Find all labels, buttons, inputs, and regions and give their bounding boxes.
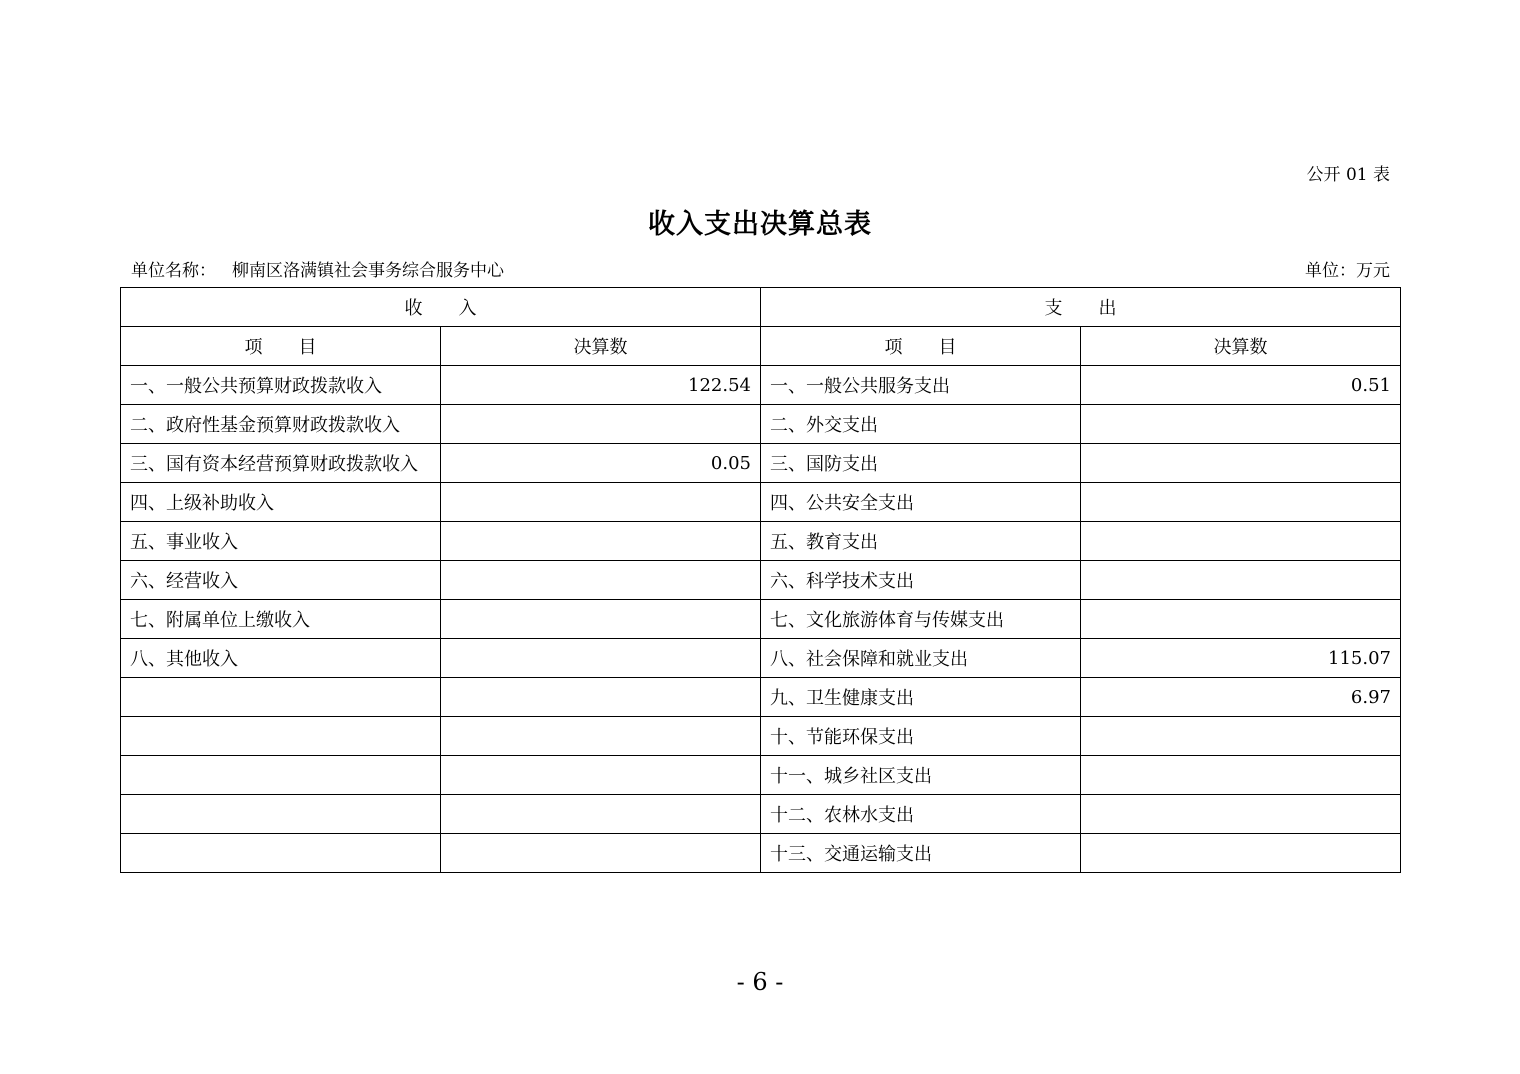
income-amount-header: 决算数 — [441, 327, 761, 366]
income-item-cell: 二、政府性基金预算财政拨款收入 — [121, 405, 441, 444]
table-row — [121, 483, 1401, 522]
income-amount-cell: 0.05 — [441, 444, 761, 483]
expense-amount-cell — [1081, 405, 1401, 444]
table-row — [121, 522, 1401, 561]
income-amount-cell — [441, 483, 761, 522]
expense-item-cell: 十、节能环保支出 — [761, 717, 1081, 756]
expense-item-cell: 十二、农林水支出 — [761, 795, 1081, 834]
income-amount-cell — [441, 561, 761, 600]
table-group-header-row — [121, 288, 1401, 327]
income-item-header: 项 目 — [121, 327, 441, 366]
expense-amount-cell: 0.51 — [1081, 366, 1401, 405]
income-amount-cell — [441, 795, 761, 834]
expense-item-cell: 八、社会保障和就业支出 — [761, 639, 1081, 678]
table-row — [121, 717, 1401, 756]
expense-amount-cell: 6.97 — [1081, 678, 1401, 717]
income-amount-cell — [441, 717, 761, 756]
expense-item-cell: 十三、交通运输支出 — [761, 834, 1081, 873]
income-item-cell: 五、事业收入 — [121, 522, 441, 561]
income-expense-table — [120, 287, 1401, 873]
expense-item-cell: 二、外交支出 — [761, 405, 1081, 444]
expense-group-header: 支 出 — [761, 288, 1401, 327]
income-amount-cell — [441, 639, 761, 678]
expense-item-cell: 十一、城乡社区支出 — [761, 756, 1081, 795]
income-item-cell: 四、上级补助收入 — [121, 483, 441, 522]
income-amount-cell — [441, 834, 761, 873]
income-item-cell — [121, 795, 441, 834]
income-amount-cell — [441, 756, 761, 795]
expense-amount-cell: 115.07 — [1081, 639, 1401, 678]
unit-name-value: 柳南区洛满镇社会事务综合服务中心 — [232, 261, 504, 281]
table-row — [121, 795, 1401, 834]
expense-item-cell: 四、公共安全支出 — [761, 483, 1081, 522]
table-row — [121, 366, 1401, 405]
page-title: 收入支出决算总表 — [648, 209, 872, 240]
income-item-cell: 三、国有资本经营预算财政拨款收入 — [121, 444, 441, 483]
expense-item-cell: 九、卫生健康支出 — [761, 678, 1081, 717]
income-amount-cell — [441, 678, 761, 717]
table-row — [121, 600, 1401, 639]
unit-name — [131, 256, 504, 281]
form-code: 公开 01 表 — [1306, 165, 1390, 185]
expense-amount-header: 决算数 — [1081, 327, 1401, 366]
table-row — [121, 678, 1401, 717]
income-item-cell: 七、附属单位上缴收入 — [121, 600, 441, 639]
table-row — [121, 561, 1401, 600]
expense-amount-cell — [1081, 444, 1401, 483]
income-amount-cell: 122.54 — [441, 366, 761, 405]
expense-item-cell: 六、科学技术支出 — [761, 561, 1081, 600]
expense-item-cell: 三、国防支出 — [761, 444, 1081, 483]
income-item-cell — [121, 756, 441, 795]
expense-amount-cell — [1081, 756, 1401, 795]
table-row — [121, 444, 1401, 483]
income-amount-cell — [441, 600, 761, 639]
expense-amount-cell — [1081, 795, 1401, 834]
income-item-cell: 八、其他收入 — [121, 639, 441, 678]
expense-amount-cell — [1081, 717, 1401, 756]
expense-amount-cell — [1081, 834, 1401, 873]
income-amount-cell — [441, 522, 761, 561]
expense-amount-cell — [1081, 561, 1401, 600]
income-group-header: 收 入 — [121, 288, 761, 327]
income-item-cell — [121, 834, 441, 873]
table-row — [121, 756, 1401, 795]
expense-amount-cell — [1081, 483, 1401, 522]
income-amount-cell — [441, 405, 761, 444]
expense-item-cell: 七、文化旅游体育与传媒支出 — [761, 600, 1081, 639]
currency-unit: 单位：万元 — [1305, 261, 1390, 281]
expense-amount-cell — [1081, 522, 1401, 561]
expense-item-cell: 一、一般公共服务支出 — [761, 366, 1081, 405]
income-item-cell: 六、经营收入 — [121, 561, 441, 600]
table-row — [121, 834, 1401, 873]
table-row — [121, 639, 1401, 678]
unit-name-label: 单位名称： — [131, 261, 216, 281]
income-item-cell — [121, 678, 441, 717]
table-column-header-row — [121, 327, 1401, 366]
income-item-cell: 一、一般公共预算财政拨款收入 — [121, 366, 441, 405]
income-item-cell — [121, 717, 441, 756]
expense-amount-cell — [1081, 600, 1401, 639]
expense-item-cell: 五、教育支出 — [761, 522, 1081, 561]
page-number: - 6 - — [736, 968, 784, 996]
table-row — [121, 405, 1401, 444]
expense-item-header: 项 目 — [761, 327, 1081, 366]
